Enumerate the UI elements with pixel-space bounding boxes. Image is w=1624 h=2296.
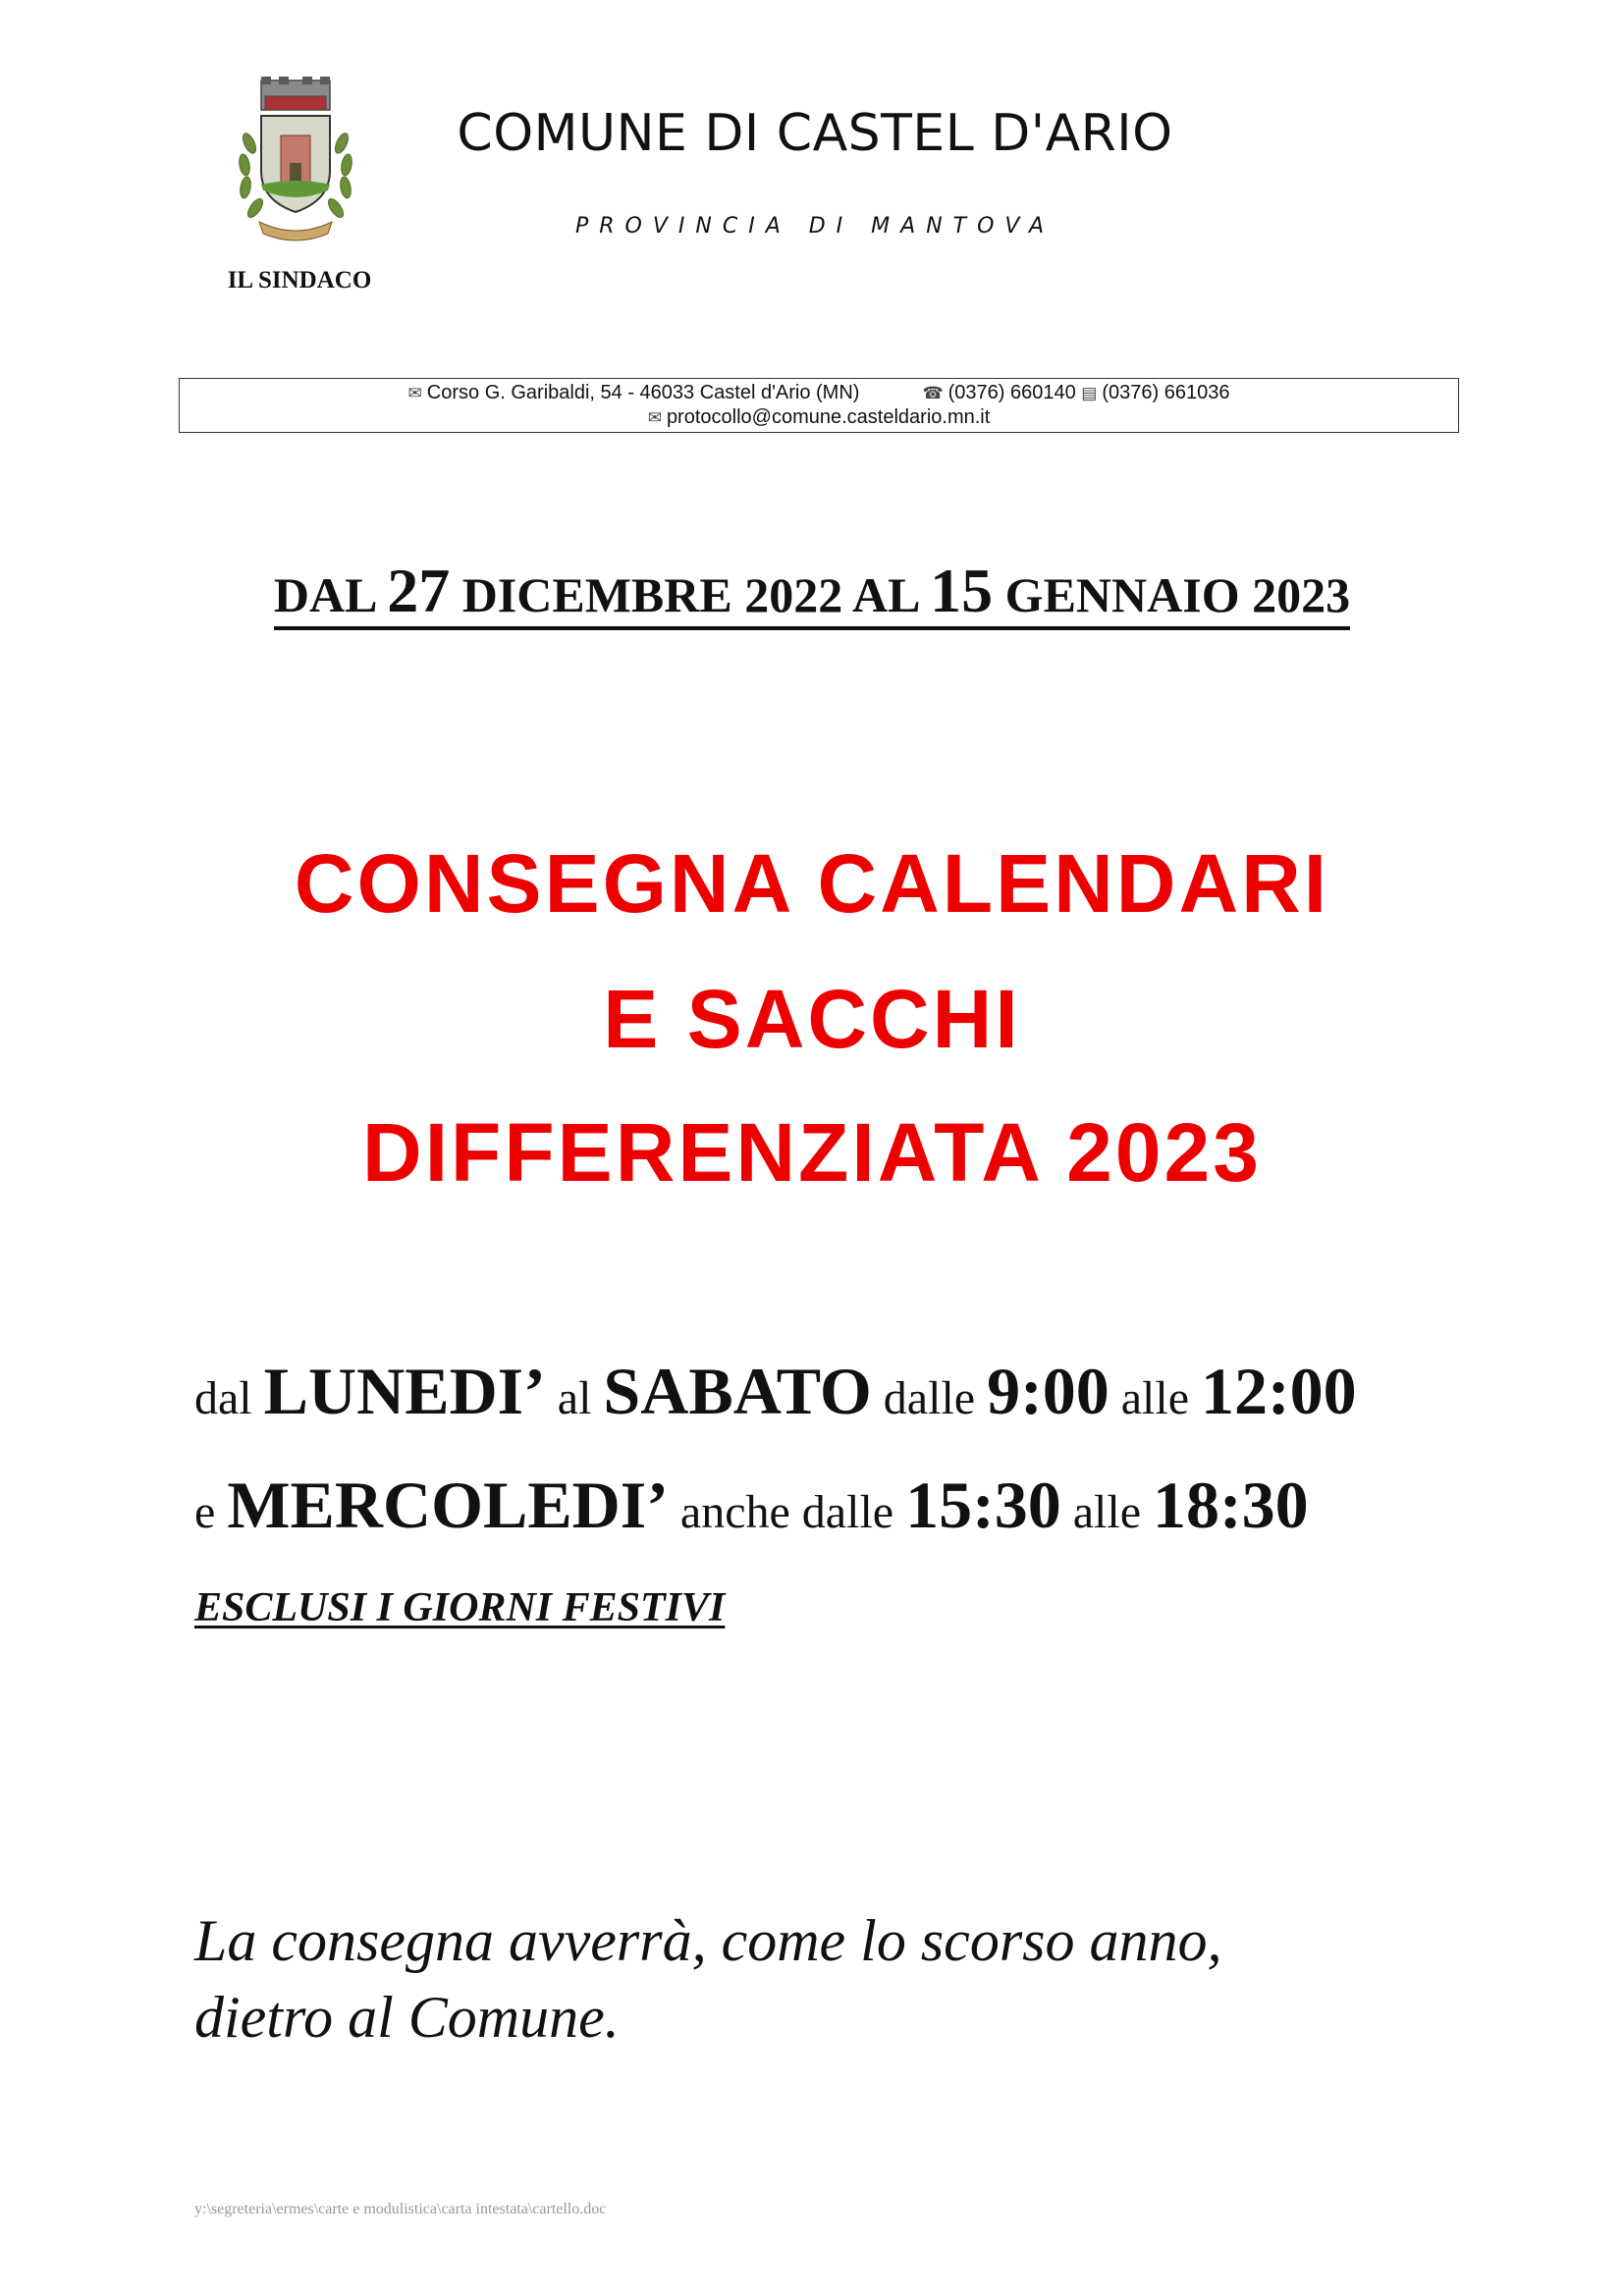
date-prefix: DAL (273, 567, 388, 622)
fax-icon: ▤ (1081, 384, 1098, 402)
municipality-title: COMUNE DI CASTEL D'ARIO (457, 104, 1173, 163)
phone-text: (0376) 660140 (947, 382, 1076, 403)
schedule-text: alle (1109, 1372, 1202, 1424)
headline-line-1: CONSEGNA CALENDARI (294, 837, 1330, 930)
headline-line-2: E SACCHI (603, 973, 1021, 1065)
schedule-text: alle (1060, 1486, 1154, 1538)
schedule-time: 12:00 (1201, 1354, 1357, 1428)
date-suffix: GENNAIO 2023 (993, 567, 1351, 622)
schedule-time: 15:30 (905, 1468, 1061, 1542)
contact-box (179, 378, 1459, 433)
schedule-day: SABATO (603, 1354, 872, 1428)
schedule-line-2 (194, 1467, 1471, 1544)
sindaco-label: IL SINDACO (227, 267, 372, 294)
schedule-line-1 (194, 1353, 1471, 1430)
phone-icon: ☎ (922, 384, 944, 402)
schedule-text: dalle (871, 1372, 988, 1424)
envelope-icon: ✉ (407, 384, 422, 402)
start-day: 27 (387, 556, 451, 625)
delivery-location-note (194, 1902, 1471, 2056)
holidays-excluded-note: ESCLUSI I GIORNI FESTIVI (194, 1585, 726, 1630)
note-line-2: dietro al Comune. (194, 1985, 620, 2050)
date-range (0, 558, 1624, 630)
headline-line-3: DIFFERENZIATA 2023 (362, 1106, 1262, 1199)
address-text: Corso G. Garibaldi, 54 - 46033 Castel d'Ario (MN) (426, 382, 860, 403)
schedule-day: MERCOLEDI’ (227, 1468, 669, 1542)
schedule-text: anche dalle (668, 1486, 906, 1538)
note-line-1: La consegna avverrà, come lo scorso anno, (194, 1908, 1222, 1973)
schedule-text: dal (194, 1372, 264, 1424)
end-day: 15 (930, 556, 994, 625)
date-middle: DICEMBRE 2022 AL (450, 567, 931, 622)
schedule-time: 18:30 (1153, 1468, 1309, 1542)
email-text: protocollo@comune.casteldario.mn.it (666, 406, 991, 428)
fax-text: (0376) 661036 (1102, 382, 1230, 403)
schedule-text: e (194, 1486, 228, 1538)
schedule-day: LUNEDI’ (263, 1354, 546, 1428)
footer-file-path: y:\segreteria\ermes\carte e modulistica\carta intestata\cartello.doc (194, 2201, 607, 2217)
schedule-time: 9:00 (987, 1354, 1110, 1428)
province-subtitle: PROVINCIA DI MANTOVA (574, 214, 1056, 239)
schedule-text: al (545, 1372, 604, 1424)
email-icon: ✉ (647, 408, 662, 427)
